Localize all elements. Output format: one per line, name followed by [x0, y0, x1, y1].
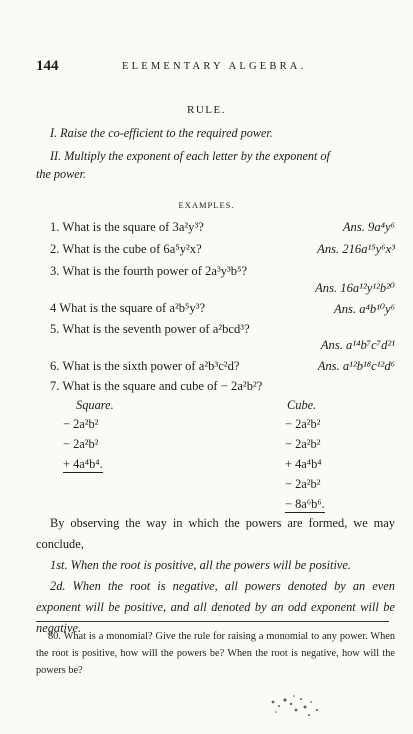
cube-row: − 2a²b²	[285, 477, 321, 491]
conclusion-intro-text: By observing the way in which the powers are formed, we may conclude,	[36, 516, 395, 551]
footnote-text: 80. What is a monomial? Give the rule for raising a monomial to any power. When the root is positive, how will the powers be? When the root is negative, how will the powers be?	[36, 631, 395, 676]
conclusion-first	[36, 555, 395, 576]
example-answer: Ans. a¹²b¹⁸c¹²d⁶	[317, 359, 395, 373]
example-question: 3. What is the fourth power of 2a³y³b⁵?	[50, 264, 248, 278]
cube-result: − 8a⁶b⁶.	[285, 497, 325, 511]
example-question: 5. What is the seventh power of a²bcd³?	[50, 322, 250, 336]
square-row: − 2a²b²	[63, 417, 99, 431]
rule-step-2-line-2: the power.	[36, 167, 87, 181]
square-row: − 2a²b²	[63, 437, 99, 451]
running-title: ELEMENTARY ALGEBRA.	[122, 61, 307, 72]
example-question: 1. What is the square of 3a²y³?	[50, 220, 204, 234]
cube-row: − 2a²b²	[285, 437, 321, 451]
square-result: + 4a⁴b⁴.	[63, 457, 103, 471]
example-question: 4 What is the square of a²b⁵y³?	[50, 301, 206, 315]
conclusion-first-text: 1st. When the root is positive, all the powers will be positive.	[50, 558, 352, 572]
conclusion-intro	[36, 513, 395, 555]
example-row	[50, 220, 395, 237]
example-row	[50, 301, 395, 318]
example-question: 6. What is the sixth power of a²b³c²d?	[50, 359, 240, 373]
footnote-divider	[36, 621, 389, 622]
example-question: 7. What is the square and cube of − 2a²b²?	[50, 379, 263, 393]
rule-step-1: I. Raise the co-efficient to the required power.	[50, 126, 273, 140]
page-number: 144	[36, 58, 59, 74]
examples-heading: EXAMPLES.	[178, 200, 235, 210]
example-row	[50, 322, 395, 356]
example-row	[50, 242, 395, 259]
example-row	[50, 359, 395, 376]
square-column-label: Square.	[76, 398, 114, 412]
footnote	[36, 628, 395, 679]
example-question: 2. What is the cube of 6a⁵y²x?	[50, 242, 202, 256]
example-answer: Ans. a¹⁴b⁷c⁷d²¹	[320, 338, 395, 352]
example-row	[50, 264, 395, 298]
rule-step-2-line-1: II. Multiply the exponent of each letter by the exponent of	[50, 149, 330, 163]
cube-column-label: Cube.	[287, 398, 317, 412]
example-row	[50, 379, 395, 396]
example-answer: Ans. a⁴b¹⁰y⁶	[334, 302, 395, 316]
cube-row: + 4a⁴b⁴	[285, 457, 322, 471]
example-answer: Ans. 216a¹⁵y⁶x³	[317, 242, 395, 256]
example-answer: Ans. 9a⁴y⁶	[342, 220, 395, 234]
ink-smudge	[265, 690, 325, 718]
rule-heading: RULE.	[187, 104, 226, 116]
cube-row: − 2a²b²	[285, 417, 321, 431]
example-answer: Ans. 16a¹²y¹²b²⁰	[315, 281, 395, 295]
page-header	[36, 58, 395, 78]
conclusion-second-text: 2d. When the root is negative, all powers denoted by an even exponent will be positive, and all denoted by an odd exponent will be negative.	[36, 579, 395, 635]
